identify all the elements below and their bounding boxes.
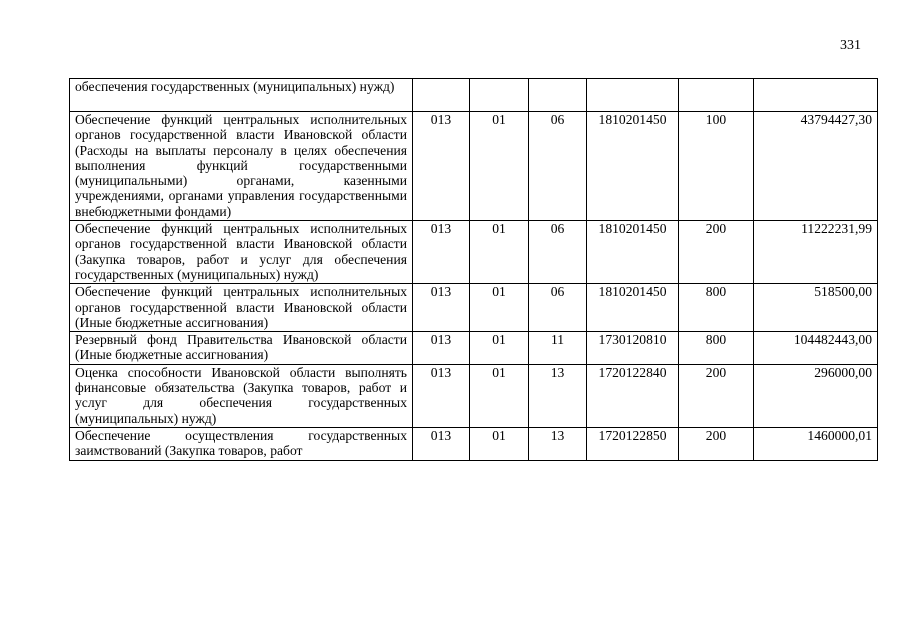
row-target-code: 1720122840 (587, 364, 679, 427)
row-subsection-code: 11 (529, 332, 587, 365)
row-section-code: 01 (470, 221, 529, 284)
table-row (70, 79, 878, 112)
row-amount: 11222231,99 (754, 221, 878, 284)
row-name: Обеспечение функций центральных исполнительных органов государственной власти Ивановской области (Расходы на выплаты персоналу в целях обеспечения выполнения функций государственными (муниципальными) органами, казенными учреждениями, органами управления государственными внебюджетными фондами) (70, 112, 413, 221)
row-name: Обеспечение функций центральных исполнительных органов государственной власти Ивановской области (Иные бюджетные ассигнования) (70, 284, 413, 332)
row-target-code: 1730120810 (587, 332, 679, 365)
table-row (70, 332, 878, 365)
row-ministry-code: 013 (413, 364, 470, 427)
page-number: 331 (840, 38, 861, 53)
row-ministry-code: 013 (413, 221, 470, 284)
row-subsection-code: 06 (529, 221, 587, 284)
row-expense-type: 800 (679, 332, 754, 365)
row-section-code: 01 (470, 364, 529, 427)
row-ministry-code: 013 (413, 427, 470, 460)
row-section-code (470, 79, 529, 112)
row-amount: 296000,00 (754, 364, 878, 427)
row-section-code: 01 (470, 112, 529, 221)
row-expense-type (679, 79, 754, 112)
row-ministry-code: 013 (413, 112, 470, 221)
row-amount: 518500,00 (754, 284, 878, 332)
table-row (70, 221, 878, 284)
row-subsection-code: 13 (529, 364, 587, 427)
table-row (70, 112, 878, 221)
row-amount: 43794427,30 (754, 112, 878, 221)
row-expense-type: 800 (679, 284, 754, 332)
row-name: Оценка способности Ивановской области выполнять финансовые обязательства (Закупка товаров, работ и услуг для обеспечения государственных (муниципальных) нужд) (70, 364, 413, 427)
row-ministry-code: 013 (413, 284, 470, 332)
table-row (70, 364, 878, 427)
row-name: Обеспечение функций центральных исполнительных органов государственной власти Ивановской области (Закупка товаров, работ и услуг для обеспечения государственных (муниципальных) нужд) (70, 221, 413, 284)
row-target-code: 1810201450 (587, 112, 679, 221)
table-row (70, 284, 878, 332)
row-subsection-code (529, 79, 587, 112)
row-target-code (587, 79, 679, 112)
row-amount (754, 79, 878, 112)
row-name: Обеспечение осуществления государственных заимствований (Закупка товаров, работ (70, 427, 413, 460)
row-expense-type: 200 (679, 427, 754, 460)
row-subsection-code: 06 (529, 112, 587, 221)
row-section-code: 01 (470, 332, 529, 365)
row-expense-type: 200 (679, 221, 754, 284)
row-subsection-code: 13 (529, 427, 587, 460)
table-row (70, 427, 878, 460)
row-subsection-code: 06 (529, 284, 587, 332)
budget-table (69, 78, 878, 461)
row-target-code: 1810201450 (587, 221, 679, 284)
row-section-code: 01 (470, 427, 529, 460)
row-name: Резервный фонд Правительства Ивановской области (Иные бюджетные ассигнования) (70, 332, 413, 365)
row-name: обеспечения государственных (муниципальных) нужд) (70, 79, 413, 112)
row-target-code: 1720122850 (587, 427, 679, 460)
row-ministry-code: 013 (413, 332, 470, 365)
row-amount: 104482443,00 (754, 332, 878, 365)
row-ministry-code (413, 79, 470, 112)
row-section-code: 01 (470, 284, 529, 332)
row-amount: 1460000,01 (754, 427, 878, 460)
row-expense-type: 100 (679, 112, 754, 221)
row-target-code: 1810201450 (587, 284, 679, 332)
row-expense-type: 200 (679, 364, 754, 427)
